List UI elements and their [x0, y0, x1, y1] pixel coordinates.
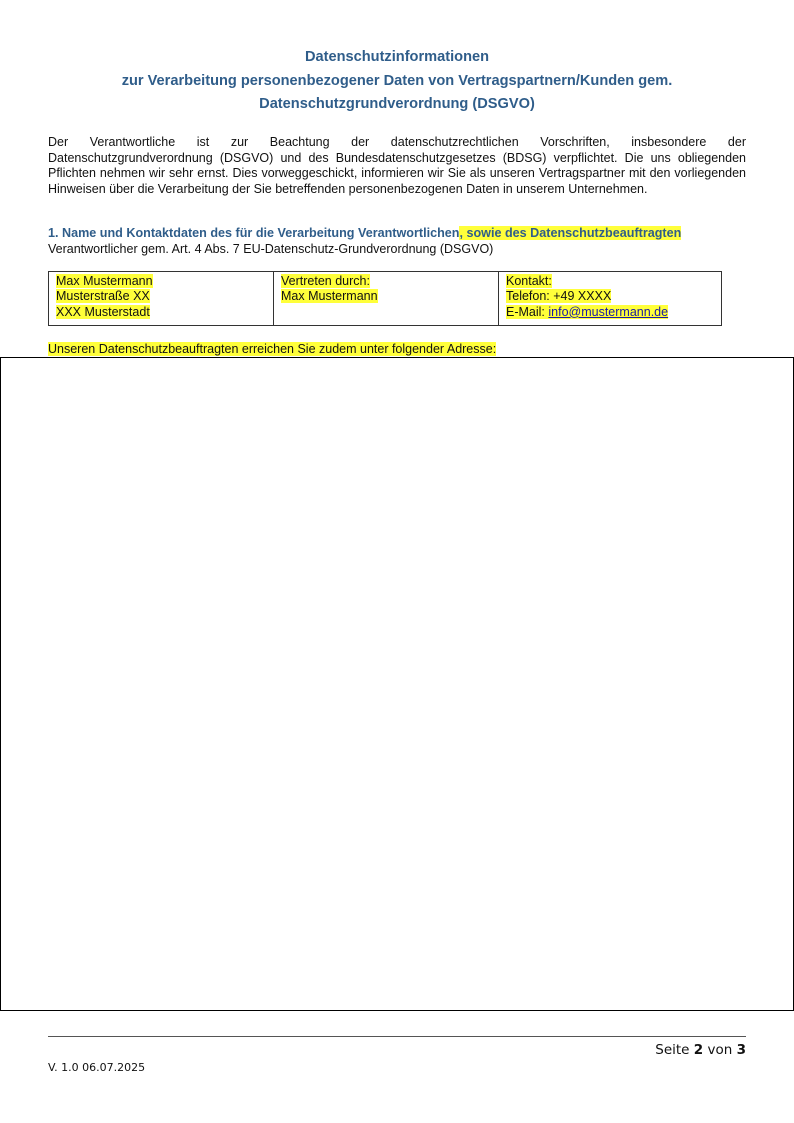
intro-paragraph: Der Verantwortliche ist zur Beachtung der datenschutzrechtlichen Vorschriften, insbesondere der Datenschutzgrundverordnung (DSGVO) und des Bundesdatenschutzgesetzes (BDSG) verpflichtet. Die uns obliegenden Pflichten nehmen wir sehr ernst. Dies vorweggeschickt, informieren wir Sie als unseren Vertragspartner mit den vorliegenden Hinweisen über die Verarbeitung der Sie betreffenden personenbezogenen Daten in unserem Unternehmen.: [48, 135, 746, 196]
section-1-heading: [48, 226, 746, 241]
controller-street: Musterstraße XX: [56, 289, 150, 304]
version-label: V. 1.0 06.07.2025: [48, 1061, 146, 1074]
page-number: Seite 2 von 3: [655, 1042, 746, 1058]
controller-address-cell: [49, 272, 273, 325]
contact-email-link[interactable]: info@mustermann.de: [548, 304, 669, 319]
contact-phone: Telefon: +49 XXXX: [506, 289, 612, 304]
contact-email-label: E-Mail:: [506, 304, 549, 319]
controller-contact-table: [48, 271, 722, 326]
contact-label: Kontakt:: [506, 274, 552, 288]
page-total: 3: [736, 1042, 746, 1058]
controller-name: Max Mustermann: [56, 274, 153, 288]
representative-name: Max Mustermann: [281, 289, 378, 304]
title-line-3: Datenschutzgrundverordnung (DSGVO): [259, 96, 535, 113]
footer-divider: [48, 1036, 746, 1037]
dpo-address-intro: Unseren Datenschutzbeauftragten erreichen Sie zudem unter folgender Adresse:: [48, 342, 497, 356]
section-1-heading-highlight: , sowie des Datenschutzbeauftragten: [459, 226, 682, 240]
contact-cell: [498, 272, 721, 325]
page-current: 2: [693, 1042, 704, 1058]
redacted-content-box: [0, 357, 794, 1011]
document-title: [0, 46, 794, 117]
section-1-subheading: Verantwortlicher gem. Art. 4 Abs. 7 EU-Datenschutz-Grundverordnung (DSGVO): [48, 242, 494, 256]
title-line-2: zur Verarbeitung personenbezogener Daten von Vertragspartnern/Kunden gem.: [121, 72, 673, 89]
section-1-heading-main: 1. Name und Kontaktdaten des für die Verarbeitung Verantwortlichen: [48, 226, 460, 240]
representative-label: Vertreten durch:: [281, 274, 370, 288]
representative-cell: [273, 272, 498, 325]
title-line-1: Datenschutzinformationen: [304, 49, 490, 65]
controller-city: XXX Musterstadt: [56, 304, 150, 319]
